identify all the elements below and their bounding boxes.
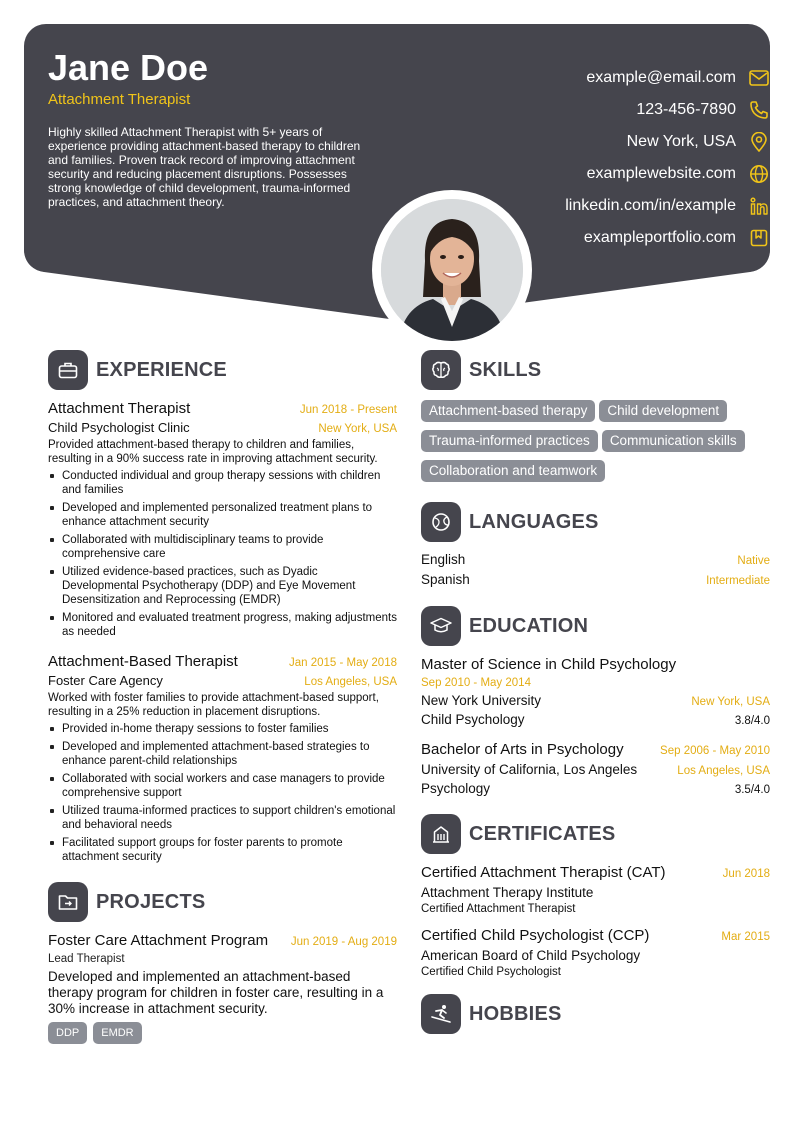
- certificate-issuer: American Board of Child Psychology: [421, 948, 641, 963]
- education-gpa: 3.8/4.0: [734, 715, 770, 727]
- job-bullets: [48, 469, 397, 639]
- contact-portfolio[interactable]: [584, 222, 770, 254]
- contact-website[interactable]: [587, 158, 770, 190]
- right-column: [421, 350, 770, 1044]
- contact-location-text: New York, USA: [626, 133, 736, 150]
- contact-portfolio-text[interactable]: exampleportfolio.com: [583, 229, 736, 246]
- education-entry: [421, 656, 770, 727]
- certificate-date: Jun 2018: [722, 868, 770, 880]
- bookmark-icon: [748, 227, 770, 249]
- education-location: New York, USA: [691, 696, 770, 708]
- education-entry: [421, 741, 770, 796]
- language-row: [421, 572, 770, 592]
- map-pin-icon: [748, 131, 770, 153]
- job-bullet: Conducted individual and group therapy sessions with children and families: [62, 469, 397, 497]
- contact-linkedin-text[interactable]: linkedin.com/in/example: [565, 197, 736, 214]
- education-degree: Master of Science in Child Psychology: [421, 656, 677, 673]
- briefcase-icon: [48, 350, 88, 390]
- contact-website-text[interactable]: examplewebsite.com: [586, 165, 736, 182]
- job-company: Foster Care Agency: [48, 673, 163, 688]
- certificate-subtitle: Certified Child Psychologist: [421, 966, 561, 978]
- brain-icon: [421, 350, 461, 390]
- education-school: University of California, Los Angeles: [421, 762, 638, 777]
- job-dates: Jan 2015 - May 2018: [288, 657, 397, 669]
- project-tag: DDP: [48, 1022, 87, 1044]
- language-name: English: [421, 552, 466, 567]
- project-tags: [48, 1022, 397, 1044]
- contact-email-text[interactable]: example@email.com: [586, 69, 736, 86]
- candidate-role: Attachment Therapist: [48, 91, 191, 108]
- education-title: EDUCATION: [469, 614, 589, 637]
- hobbies-title: HOBBIES: [469, 1002, 562, 1025]
- certificate-date: Mar 2015: [721, 931, 770, 943]
- education-field: Psychology: [421, 781, 491, 796]
- education-location: Los Angeles, USA: [677, 765, 770, 777]
- contact-email[interactable]: [586, 62, 770, 94]
- language-name: Spanish: [421, 572, 470, 587]
- education-field: Child Psychology: [421, 712, 525, 727]
- linkedin-icon: [748, 195, 770, 217]
- skills-heading: [421, 350, 770, 390]
- job-description: Worked with foster families to provide attachment-based support, resulting in a 25% reduction in placement disruptions.: [48, 692, 379, 718]
- projects-title: PROJECTS: [96, 890, 206, 913]
- certificate-subtitle: Certified Attachment Therapist: [421, 903, 576, 915]
- project-entry: [48, 932, 397, 1044]
- languages-title: LANGUAGES: [469, 510, 599, 533]
- folder-icon: [48, 882, 88, 922]
- contact-linkedin[interactable]: [565, 190, 770, 222]
- certificate-name: Certified Child Psychologist (CCP): [421, 927, 650, 944]
- profile-summary: Highly skilled Attachment Therapist with 5+ years of experience providing attachment-based therapy to children and families. Proven track record of improving attachment security and reducing placement disruptions. Possesses strong knowledge of child development, trauma-informed practices, and attachment theory.: [48, 125, 361, 209]
- job-bullets: [48, 722, 397, 864]
- education-dates: Sep 2006 - May 2010: [660, 745, 770, 757]
- job-company: Child Psychologist Clinic: [48, 420, 190, 435]
- education-dates: Sep 2010 - May 2014: [421, 677, 531, 689]
- building-icon: [421, 814, 461, 854]
- candidate-name: Jane Doe: [48, 47, 209, 88]
- language-level: Intermediate: [706, 575, 770, 587]
- skills-title: SKILLS: [469, 358, 542, 381]
- experience-title: EXPERIENCE: [96, 358, 227, 381]
- contact-location: [627, 126, 770, 158]
- education-gpa: 3.5/4.0: [734, 784, 770, 796]
- certificate-issuer: Attachment Therapy Institute: [421, 885, 594, 900]
- job-location: Los Angeles, USA: [304, 676, 397, 688]
- graduation-cap-icon: [421, 606, 461, 646]
- job-bullet: Collaborated with multidisciplinary teams to provide comprehensive care: [62, 533, 397, 561]
- project-name: Foster Care Attachment Program: [48, 932, 269, 949]
- job-bullet: Developed and implemented attachment-based strategies to enhance parent-child relationships: [62, 740, 397, 768]
- education-heading: [421, 606, 770, 646]
- skills-list: [421, 400, 770, 490]
- phone-icon: [748, 99, 770, 121]
- education-school: New York University: [421, 693, 542, 708]
- skill-tag: Communication skills: [602, 430, 745, 452]
- experience-heading: [48, 350, 397, 390]
- job-entry: [48, 653, 397, 864]
- certificates-title: CERTIFICATES: [469, 822, 616, 845]
- certificates-heading: [421, 814, 770, 854]
- project-dates: Jun 2019 - Aug 2019: [290, 936, 397, 948]
- project-tag: EMDR: [93, 1022, 141, 1044]
- education-degree: Bachelor of Arts in Psychology: [421, 741, 624, 758]
- project-description: Developed and implemented an attachment-based therapy program for children in foster care, resulting in a 30% increase in attachment security.: [48, 969, 384, 1016]
- job-location: New York, USA: [318, 423, 397, 435]
- envelope-icon: [748, 67, 770, 89]
- contact-phone[interactable]: [636, 94, 770, 126]
- job-bullet: Provided in-home therapy sessions to foster families: [62, 722, 397, 736]
- skill-tag: Trauma-informed practices: [421, 430, 598, 452]
- job-bullet: Monitored and evaluated treatment progress, making adjustments as needed: [62, 612, 397, 638]
- job-dates: Jun 2018 - Present: [299, 404, 397, 416]
- projects-heading: [48, 882, 397, 922]
- hobbies-heading: [421, 994, 770, 1034]
- job-entry: [48, 400, 397, 639]
- globe-icon: [748, 163, 770, 185]
- job-bullet: Developed and implemented personalized treatment plans to enhance attachment security: [62, 501, 397, 529]
- skill-tag: Collaboration and teamwork: [421, 460, 605, 482]
- left-column: [48, 350, 397, 1044]
- job-bullet: Utilized trauma-informed practices to support children's emotional and behavioral needs: [62, 805, 396, 831]
- language-globe-icon: [421, 502, 461, 542]
- job-bullet: Utilized evidence-based practices, such as Dyadic Developmental Psychotherapy (DDP) and Eye Movement Desensitization and Reprocessing (EMDR): [62, 565, 397, 607]
- contact-phone-text[interactable]: 123-456-7890: [636, 101, 736, 118]
- skiing-icon: [421, 994, 461, 1034]
- languages-heading: [421, 502, 770, 542]
- certificate-entry: [421, 864, 770, 915]
- language-row: [421, 552, 770, 572]
- language-level: Native: [737, 555, 770, 567]
- skill-tag: Child development: [599, 400, 727, 422]
- certificate-name: Certified Attachment Therapist (CAT): [421, 864, 666, 881]
- languages-list: [421, 552, 770, 592]
- job-title: Attachment-Based Therapist: [48, 653, 238, 670]
- profile-photo: [381, 199, 523, 341]
- skill-tag: Attachment-based therapy: [421, 400, 595, 422]
- job-description: Provided attachment-based therapy to children and families, resulting in a 90% success rate in improving attachment security.: [48, 439, 378, 465]
- job-title: Attachment Therapist: [48, 400, 191, 417]
- certificate-entry: [421, 927, 770, 978]
- project-role: Lead Therapist: [48, 953, 125, 965]
- job-bullet: Facilitated support groups for foster parents to promote attachment security: [62, 836, 397, 864]
- job-bullet: Collaborated with social workers and case managers to provide comprehensive support: [62, 772, 397, 800]
